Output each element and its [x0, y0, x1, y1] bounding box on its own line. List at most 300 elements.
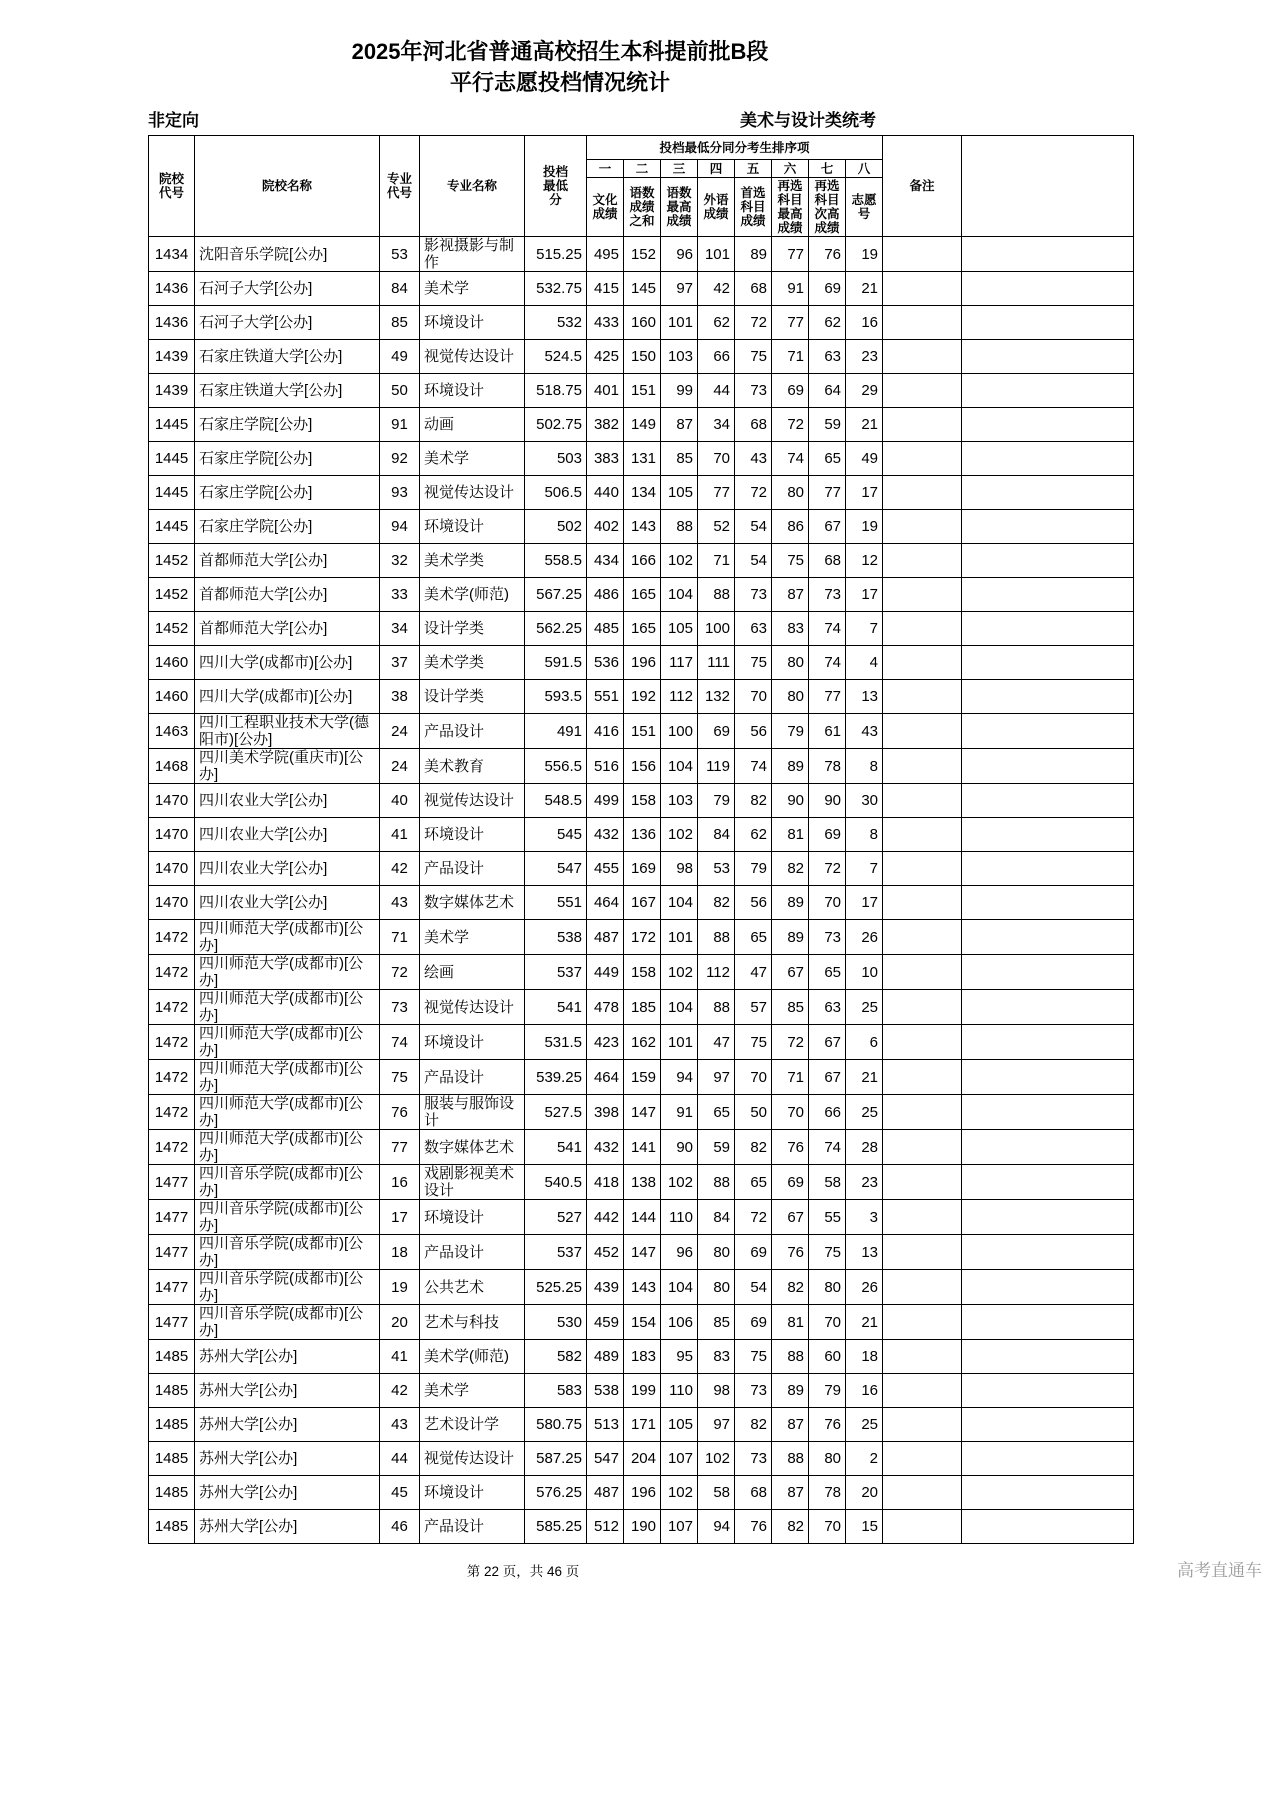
- reselect-second-cell: 58: [809, 1165, 846, 1200]
- remark-cell: [883, 1270, 962, 1305]
- major-code-cell: 44: [380, 1442, 420, 1476]
- min-score-cell: 532.75: [525, 272, 587, 306]
- volunteer-no-cell: 26: [846, 920, 883, 955]
- reselect-second-cell: 90: [809, 784, 846, 818]
- chinese-math-max-cell: 110: [661, 1374, 698, 1408]
- table-row: [149, 920, 1134, 955]
- chinese-math-max-cell: 94: [661, 1060, 698, 1095]
- chinese-math-max-cell: 110: [661, 1200, 698, 1235]
- school-code-cell: 1463: [149, 714, 195, 749]
- culture-score-cell: 512: [587, 1510, 624, 1544]
- extra-cell: [962, 1200, 1134, 1235]
- volunteer-no-cell: 25: [846, 1095, 883, 1130]
- subheader-chinese-math-max: 语数最高成绩: [661, 178, 698, 237]
- school-name-cell: 石家庄学院[公办]: [195, 442, 380, 476]
- min-score-cell: 502.75: [525, 408, 587, 442]
- table-row: [149, 340, 1134, 374]
- volunteer-no-cell: 3: [846, 1200, 883, 1235]
- reselect-second-cell: 67: [809, 1025, 846, 1060]
- remark-cell: [883, 1305, 962, 1340]
- major-name-cell: 美术学(师范): [420, 1340, 525, 1374]
- major-name-cell: 产品设计: [420, 1510, 525, 1544]
- first-subject-cell: 65: [735, 920, 772, 955]
- min-score-cell: 518.75: [525, 374, 587, 408]
- chinese-math-sum-cell: 172: [624, 920, 661, 955]
- reselect-max-cell: 81: [772, 818, 809, 852]
- remark-cell: [883, 237, 962, 272]
- table-row: [149, 237, 1134, 272]
- major-code-cell: 42: [380, 852, 420, 886]
- school-code-cell: 1470: [149, 886, 195, 920]
- school-name-cell: 四川大学(成都市)[公办]: [195, 680, 380, 714]
- culture-score-cell: 495: [587, 237, 624, 272]
- chinese-math-max-cell: 91: [661, 1095, 698, 1130]
- major-code-cell: 74: [380, 1025, 420, 1060]
- school-code-cell: 1485: [149, 1408, 195, 1442]
- foreign-language-cell: 98: [698, 1374, 735, 1408]
- reselect-max-cell: 89: [772, 920, 809, 955]
- chinese-math-sum-cell: 165: [624, 612, 661, 646]
- min-score-cell: 548.5: [525, 784, 587, 818]
- major-code-cell: 43: [380, 886, 420, 920]
- subheader-chinese-math-sum: 语数成绩之和: [624, 178, 661, 237]
- major-name-cell: 美术教育: [420, 749, 525, 784]
- culture-score-cell: 402: [587, 510, 624, 544]
- reselect-max-cell: 87: [772, 1476, 809, 1510]
- volunteer-no-cell: 21: [846, 408, 883, 442]
- school-code-cell: 1472: [149, 1060, 195, 1095]
- foreign-language-cell: 88: [698, 578, 735, 612]
- table-row: [149, 1476, 1134, 1510]
- ordinal-5: 五: [735, 160, 772, 178]
- chinese-math-sum-cell: 149: [624, 408, 661, 442]
- chinese-math-max-cell: 101: [661, 306, 698, 340]
- min-score-cell: 540.5: [525, 1165, 587, 1200]
- volunteer-no-cell: 7: [846, 612, 883, 646]
- major-code-cell: 38: [380, 680, 420, 714]
- chinese-math-sum-cell: 167: [624, 886, 661, 920]
- table-row: [149, 272, 1134, 306]
- reselect-second-cell: 63: [809, 990, 846, 1025]
- reselect-second-cell: 74: [809, 612, 846, 646]
- remark-cell: [883, 1200, 962, 1235]
- major-name-cell: 设计学类: [420, 680, 525, 714]
- remark-cell: [883, 1442, 962, 1476]
- culture-score-cell: 439: [587, 1270, 624, 1305]
- volunteer-no-cell: 25: [846, 1408, 883, 1442]
- major-name-cell: 数字媒体艺术: [420, 886, 525, 920]
- table-row: [149, 714, 1134, 749]
- reselect-max-cell: 89: [772, 749, 809, 784]
- chinese-math-sum-cell: 136: [624, 818, 661, 852]
- culture-score-cell: 440: [587, 476, 624, 510]
- foreign-language-cell: 44: [698, 374, 735, 408]
- min-score-cell: 532: [525, 306, 587, 340]
- extra-cell: [962, 784, 1134, 818]
- min-score-cell: 530: [525, 1305, 587, 1340]
- school-name-cell: 苏州大学[公办]: [195, 1340, 380, 1374]
- sub-header-row: [148, 106, 876, 131]
- ordinal-3: 三: [661, 160, 698, 178]
- reselect-second-cell: 65: [809, 442, 846, 476]
- chinese-math-sum-cell: 160: [624, 306, 661, 340]
- remark-cell: [883, 955, 962, 990]
- min-score-cell: 585.25: [525, 1510, 587, 1544]
- first-subject-cell: 69: [735, 1305, 772, 1340]
- reselect-second-cell: 69: [809, 818, 846, 852]
- chinese-math-max-cell: 101: [661, 920, 698, 955]
- first-subject-cell: 79: [735, 852, 772, 886]
- foreign-language-cell: 80: [698, 1235, 735, 1270]
- school-code-cell: 1460: [149, 680, 195, 714]
- culture-score-cell: 432: [587, 818, 624, 852]
- reselect-second-cell: 75: [809, 1235, 846, 1270]
- extra-cell: [962, 1476, 1134, 1510]
- chinese-math-max-cell: 104: [661, 886, 698, 920]
- major-name-cell: 环境设计: [420, 374, 525, 408]
- volunteer-no-cell: 16: [846, 306, 883, 340]
- chinese-math-sum-cell: 144: [624, 1200, 661, 1235]
- min-score-cell: 531.5: [525, 1025, 587, 1060]
- extra-cell: [962, 1408, 1134, 1442]
- reselect-max-cell: 79: [772, 714, 809, 749]
- first-subject-cell: 74: [735, 749, 772, 784]
- major-code-cell: 93: [380, 476, 420, 510]
- reselect-second-cell: 76: [809, 237, 846, 272]
- chinese-math-sum-cell: 145: [624, 272, 661, 306]
- page-number: 第 22 页，共 46 页: [466, 1564, 580, 1579]
- foreign-language-cell: 52: [698, 510, 735, 544]
- table-row: [149, 544, 1134, 578]
- chinese-math-sum-cell: 147: [624, 1095, 661, 1130]
- foreign-language-cell: 79: [698, 784, 735, 818]
- volunteer-no-cell: 6: [846, 1025, 883, 1060]
- remark-cell: [883, 1165, 962, 1200]
- col-header-tiebreak-group: 投档最低分同分考生排序项: [587, 136, 883, 160]
- major-name-cell: 美术学类: [420, 646, 525, 680]
- reselect-second-cell: 76: [809, 1408, 846, 1442]
- min-score-cell: 515.25: [525, 237, 587, 272]
- school-name-cell: 石家庄学院[公办]: [195, 408, 380, 442]
- school-name-cell: 四川师范大学(成都市)[公办]: [195, 990, 380, 1025]
- extra-cell: [962, 990, 1134, 1025]
- extra-cell: [962, 306, 1134, 340]
- school-name-cell: 四川美术学院(重庆市)[公办]: [195, 749, 380, 784]
- first-subject-cell: 63: [735, 612, 772, 646]
- culture-score-cell: 536: [587, 646, 624, 680]
- table-row: [149, 1095, 1134, 1130]
- table-row: [149, 1305, 1134, 1340]
- culture-score-cell: 418: [587, 1165, 624, 1200]
- major-name-cell: 环境设计: [420, 1200, 525, 1235]
- first-subject-cell: 54: [735, 544, 772, 578]
- school-name-cell: 石家庄铁道大学[公办]: [195, 340, 380, 374]
- culture-score-cell: 433: [587, 306, 624, 340]
- first-subject-cell: 56: [735, 886, 772, 920]
- extra-cell: [962, 714, 1134, 749]
- min-score-cell: 558.5: [525, 544, 587, 578]
- reselect-max-cell: 75: [772, 544, 809, 578]
- chinese-math-max-cell: 96: [661, 237, 698, 272]
- chinese-math-sum-cell: 162: [624, 1025, 661, 1060]
- major-code-cell: 41: [380, 1340, 420, 1374]
- extra-cell: [962, 408, 1134, 442]
- reselect-max-cell: 80: [772, 646, 809, 680]
- school-code-cell: 1472: [149, 1130, 195, 1165]
- culture-score-cell: 487: [587, 1476, 624, 1510]
- remark-cell: [883, 612, 962, 646]
- first-subject-cell: 72: [735, 306, 772, 340]
- major-code-cell: 19: [380, 1270, 420, 1305]
- table-row: [149, 306, 1134, 340]
- major-name-cell: 美术学: [420, 920, 525, 955]
- foreign-language-cell: 112: [698, 955, 735, 990]
- foreign-language-cell: 88: [698, 1165, 735, 1200]
- col-header-major-code: 专业代号: [380, 136, 420, 237]
- culture-score-cell: 513: [587, 1408, 624, 1442]
- volunteer-no-cell: 16: [846, 1374, 883, 1408]
- school-code-cell: 1472: [149, 955, 195, 990]
- extra-cell: [962, 1340, 1134, 1374]
- chinese-math-sum-cell: 138: [624, 1165, 661, 1200]
- school-name-cell: 四川音乐学院(成都市)[公办]: [195, 1235, 380, 1270]
- culture-score-cell: 551: [587, 680, 624, 714]
- col-header-min-score: 投档最低分: [525, 136, 587, 237]
- reselect-second-cell: 74: [809, 1130, 846, 1165]
- first-subject-cell: 89: [735, 237, 772, 272]
- table-row: [149, 990, 1134, 1025]
- chinese-math-max-cell: 97: [661, 272, 698, 306]
- foreign-language-cell: 132: [698, 680, 735, 714]
- school-name-cell: 石河子大学[公办]: [195, 272, 380, 306]
- foreign-language-cell: 83: [698, 1340, 735, 1374]
- major-name-cell: 美术学: [420, 442, 525, 476]
- min-score-cell: 524.5: [525, 340, 587, 374]
- first-subject-cell: 68: [735, 1476, 772, 1510]
- chinese-math-sum-cell: 131: [624, 442, 661, 476]
- major-code-cell: 77: [380, 1130, 420, 1165]
- school-name-cell: 石家庄学院[公办]: [195, 510, 380, 544]
- min-score-cell: 562.25: [525, 612, 587, 646]
- chinese-math-max-cell: 106: [661, 1305, 698, 1340]
- foreign-language-cell: 58: [698, 1476, 735, 1510]
- min-score-cell: 576.25: [525, 1476, 587, 1510]
- subheader-foreign-language: 外语成绩: [698, 178, 735, 237]
- foreign-language-cell: 47: [698, 1025, 735, 1060]
- first-subject-cell: 68: [735, 272, 772, 306]
- min-score-cell: 491: [525, 714, 587, 749]
- foreign-language-cell: 101: [698, 237, 735, 272]
- school-code-cell: 1485: [149, 1510, 195, 1544]
- remark-cell: [883, 714, 962, 749]
- reselect-max-cell: 83: [772, 612, 809, 646]
- reselect-max-cell: 71: [772, 1060, 809, 1095]
- first-subject-cell: 72: [735, 476, 772, 510]
- remark-cell: [883, 306, 962, 340]
- remark-cell: [883, 1025, 962, 1060]
- school-name-cell: 四川农业大学[公办]: [195, 886, 380, 920]
- major-name-cell: 美术学(师范): [420, 578, 525, 612]
- table-row: [149, 1235, 1134, 1270]
- chinese-math-sum-cell: 165: [624, 578, 661, 612]
- min-score-cell: 541: [525, 990, 587, 1025]
- table-row: [149, 818, 1134, 852]
- remark-cell: [883, 1095, 962, 1130]
- extra-cell: [962, 1130, 1134, 1165]
- school-code-cell: 1485: [149, 1476, 195, 1510]
- remark-cell: [883, 442, 962, 476]
- foreign-language-cell: 85: [698, 1305, 735, 1340]
- chinese-math-max-cell: 96: [661, 1235, 698, 1270]
- major-code-cell: 92: [380, 442, 420, 476]
- extra-cell: [962, 578, 1134, 612]
- major-name-cell: 艺术设计学: [420, 1408, 525, 1442]
- extra-cell: [962, 1270, 1134, 1305]
- major-name-cell: 影视摄影与制作: [420, 237, 525, 272]
- min-score-cell: 582: [525, 1340, 587, 1374]
- watermark-brand: 高考直通车: [1177, 1561, 1262, 1580]
- school-code-cell: 1445: [149, 408, 195, 442]
- culture-score-cell: 538: [587, 1374, 624, 1408]
- foreign-language-cell: 119: [698, 749, 735, 784]
- culture-score-cell: 442: [587, 1200, 624, 1235]
- extra-cell: [962, 1165, 1134, 1200]
- remark-cell: [883, 1510, 962, 1544]
- chinese-math-sum-cell: 169: [624, 852, 661, 886]
- reselect-max-cell: 88: [772, 1442, 809, 1476]
- table-row: [149, 680, 1134, 714]
- reselect-max-cell: 87: [772, 1408, 809, 1442]
- culture-score-cell: 499: [587, 784, 624, 818]
- volunteer-no-cell: 19: [846, 237, 883, 272]
- chinese-math-sum-cell: 159: [624, 1060, 661, 1095]
- culture-score-cell: 432: [587, 1130, 624, 1165]
- reselect-max-cell: 88: [772, 1340, 809, 1374]
- chinese-math-sum-cell: 171: [624, 1408, 661, 1442]
- chinese-math-max-cell: 107: [661, 1442, 698, 1476]
- reselect-max-cell: 85: [772, 990, 809, 1025]
- foreign-language-cell: 97: [698, 1408, 735, 1442]
- table-row: [149, 1340, 1134, 1374]
- table-row: [149, 1165, 1134, 1200]
- volunteer-no-cell: 23: [846, 1165, 883, 1200]
- category-label: 美术与设计类统考: [740, 111, 876, 130]
- chinese-math-max-cell: 104: [661, 578, 698, 612]
- culture-score-cell: 434: [587, 544, 624, 578]
- first-subject-cell: 54: [735, 510, 772, 544]
- volunteer-no-cell: 43: [846, 714, 883, 749]
- remark-cell: [883, 544, 962, 578]
- foreign-language-cell: 65: [698, 1095, 735, 1130]
- chinese-math-sum-cell: 190: [624, 1510, 661, 1544]
- reselect-second-cell: 79: [809, 1374, 846, 1408]
- reselect-max-cell: 80: [772, 680, 809, 714]
- chinese-math-max-cell: 102: [661, 544, 698, 578]
- extra-cell: [962, 544, 1134, 578]
- volunteer-no-cell: 17: [846, 578, 883, 612]
- min-score-cell: 551: [525, 886, 587, 920]
- culture-score-cell: 423: [587, 1025, 624, 1060]
- min-score-cell: 527: [525, 1200, 587, 1235]
- col-header-major-name: 专业名称: [420, 136, 525, 237]
- reselect-second-cell: 72: [809, 852, 846, 886]
- extra-cell: [962, 886, 1134, 920]
- reselect-second-cell: 77: [809, 476, 846, 510]
- culture-score-cell: 464: [587, 886, 624, 920]
- volunteer-no-cell: 26: [846, 1270, 883, 1305]
- volunteer-no-cell: 8: [846, 818, 883, 852]
- chinese-math-sum-cell: 199: [624, 1374, 661, 1408]
- major-name-cell: 动画: [420, 408, 525, 442]
- min-score-cell: 556.5: [525, 749, 587, 784]
- major-name-cell: 环境设计: [420, 510, 525, 544]
- chinese-math-sum-cell: 147: [624, 1235, 661, 1270]
- extra-cell: [962, 1442, 1134, 1476]
- culture-score-cell: 459: [587, 1305, 624, 1340]
- major-name-cell: 服装与服饰设计: [420, 1095, 525, 1130]
- major-code-cell: 50: [380, 374, 420, 408]
- chinese-math-sum-cell: 196: [624, 1476, 661, 1510]
- culture-score-cell: 415: [587, 272, 624, 306]
- school-name-cell: 四川师范大学(成都市)[公办]: [195, 1060, 380, 1095]
- major-code-cell: 72: [380, 955, 420, 990]
- culture-score-cell: 485: [587, 612, 624, 646]
- first-subject-cell: 43: [735, 442, 772, 476]
- first-subject-cell: 73: [735, 1442, 772, 1476]
- table-header: [149, 136, 1134, 237]
- volunteer-no-cell: 17: [846, 886, 883, 920]
- major-code-cell: 71: [380, 920, 420, 955]
- extra-cell: [962, 442, 1134, 476]
- chinese-math-sum-cell: 151: [624, 714, 661, 749]
- first-subject-cell: 75: [735, 340, 772, 374]
- school-name-cell: 四川农业大学[公办]: [195, 852, 380, 886]
- ordinal-6: 六: [772, 160, 809, 178]
- chinese-math-sum-cell: 192: [624, 680, 661, 714]
- school-name-cell: 石河子大学[公办]: [195, 306, 380, 340]
- foreign-language-cell: 42: [698, 272, 735, 306]
- culture-score-cell: 383: [587, 442, 624, 476]
- table-row: [149, 1408, 1134, 1442]
- school-name-cell: 四川音乐学院(成都市)[公办]: [195, 1165, 380, 1200]
- first-subject-cell: 76: [735, 1510, 772, 1544]
- culture-score-cell: 489: [587, 1340, 624, 1374]
- culture-score-cell: 547: [587, 1442, 624, 1476]
- major-name-cell: 数字媒体艺术: [420, 1130, 525, 1165]
- table-row: [149, 1442, 1134, 1476]
- school-code-cell: 1434: [149, 237, 195, 272]
- foreign-language-cell: 97: [698, 1060, 735, 1095]
- table-row: [149, 852, 1134, 886]
- table-row: [149, 408, 1134, 442]
- volunteer-no-cell: 15: [846, 1510, 883, 1544]
- major-name-cell: 视觉传达设计: [420, 1442, 525, 1476]
- reselect-max-cell: 69: [772, 1165, 809, 1200]
- school-name-cell: 石家庄学院[公办]: [195, 476, 380, 510]
- table-row: [149, 886, 1134, 920]
- chinese-math-max-cell: 85: [661, 442, 698, 476]
- major-name-cell: 环境设计: [420, 818, 525, 852]
- first-subject-cell: 69: [735, 1235, 772, 1270]
- culture-score-cell: 401: [587, 374, 624, 408]
- school-code-cell: 1485: [149, 1340, 195, 1374]
- major-code-cell: 75: [380, 1060, 420, 1095]
- school-name-cell: 苏州大学[公办]: [195, 1408, 380, 1442]
- volunteer-no-cell: 19: [846, 510, 883, 544]
- volunteer-no-cell: 10: [846, 955, 883, 990]
- remark-cell: [883, 578, 962, 612]
- table-row: [149, 1374, 1134, 1408]
